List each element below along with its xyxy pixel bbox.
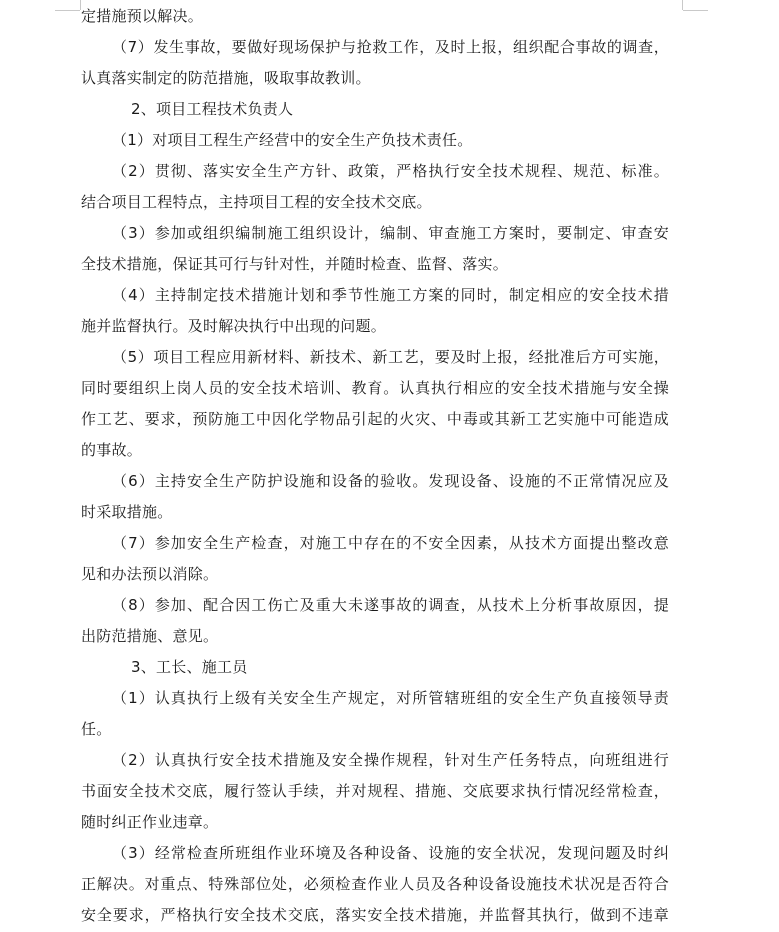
text-line: 出防范措施、意见。 [81,627,219,645]
text-line: （5）项目工程应用新材料、新技术、新工艺，要及时上报，经批准后方可实施， [112,348,669,366]
text-line: 认真落实制定的防范措施，吸取事故教训。 [81,69,371,87]
text-line: 定措施预以解决。 [81,7,204,25]
text-line: （2）贯彻、落实安全生产方针、政策，严格执行安全技术规程、规范、标准。 [112,162,669,180]
text-line: （3）参加或组织编制施工组织设计，编制、审查施工方案时，要制定、审查安 [112,224,669,242]
text-line: 见和办法预以消除。 [81,565,219,583]
text-line: （4）主持制定技术措施计划和季节性施工方案的同时，制定相应的安全技术措 [112,286,669,304]
crop-mark-left-horizontal [55,10,80,11]
text-line: 的事故。 [81,441,143,459]
text-line: 施并监督执行。及时解决执行中出现的问题。 [81,317,387,335]
text-line: 任。 [81,720,112,738]
text-line: 同时要组织上岗人员的安全技术培训、教育。认真执行相应的安全技术措施与安全操 [81,379,669,397]
text-line: 全技术措施，保证其可行与针对性，并随时检查、监督、落实。 [81,255,509,273]
text-line: 正解决。对重点、特殊部位处，必须检查作业人员及各种设备设施技术状况是否符合 [81,875,669,893]
text-line: （7）发生事故，要做好现场保护与抢救工作，及时上报，组织配合事故的调查， [112,38,669,56]
text-line: 安全要求，严格执行安全技术交底，落实安全技术措施，并监督其执行，做到不违章 [81,906,669,924]
text-line: 时采取措施。 [81,503,173,521]
text-line: （2）认真执行安全技术措施及安全操作规程，针对生产任务特点，向班组进行 [112,751,669,769]
crop-mark-right-vertical [682,0,683,10]
crop-mark-right-horizontal [683,10,708,11]
text-line: 结合项目工程特点，主持项目工程的安全技术交底。 [81,193,432,211]
section-heading: 2、项目工程技术负责人 [131,100,294,118]
text-line: （1）对项目工程生产经营中的安全生产负技术责任。 [112,131,473,149]
document-body [81,1,669,931]
text-line: （8）参加、配合因工伤亡及重大未遂事故的调查，从技术上分析事故原因，提 [112,596,669,614]
text-line: （3）经常检查所班组作业环境及各种设备、设施的安全状况，发现问题及时纠 [112,844,669,862]
text-line: 随时纠正作业违章。 [81,813,219,831]
text-line: （7）参加安全生产检查，对施工中存在的不安全因素，从技术方面提出整改意 [112,534,669,552]
text-line: 书面安全技术交底，履行签认手续，并对规程、措施、交底要求执行情况经常检查， [81,782,669,800]
section-heading: 3、工长、施工员 [131,658,248,676]
text-line: 作工艺、要求，预防施工中因化学物品引起的火灾、中毒或其新工艺实施中可能造成 [81,410,669,428]
text-line: （6）主持安全生产防护设施和设备的验收。发现设备、设施的不正常情况应及 [112,472,669,490]
text-line: （1）认真执行上级有关安全生产规定，对所管辖班组的安全生产负直接领导责 [112,689,669,707]
